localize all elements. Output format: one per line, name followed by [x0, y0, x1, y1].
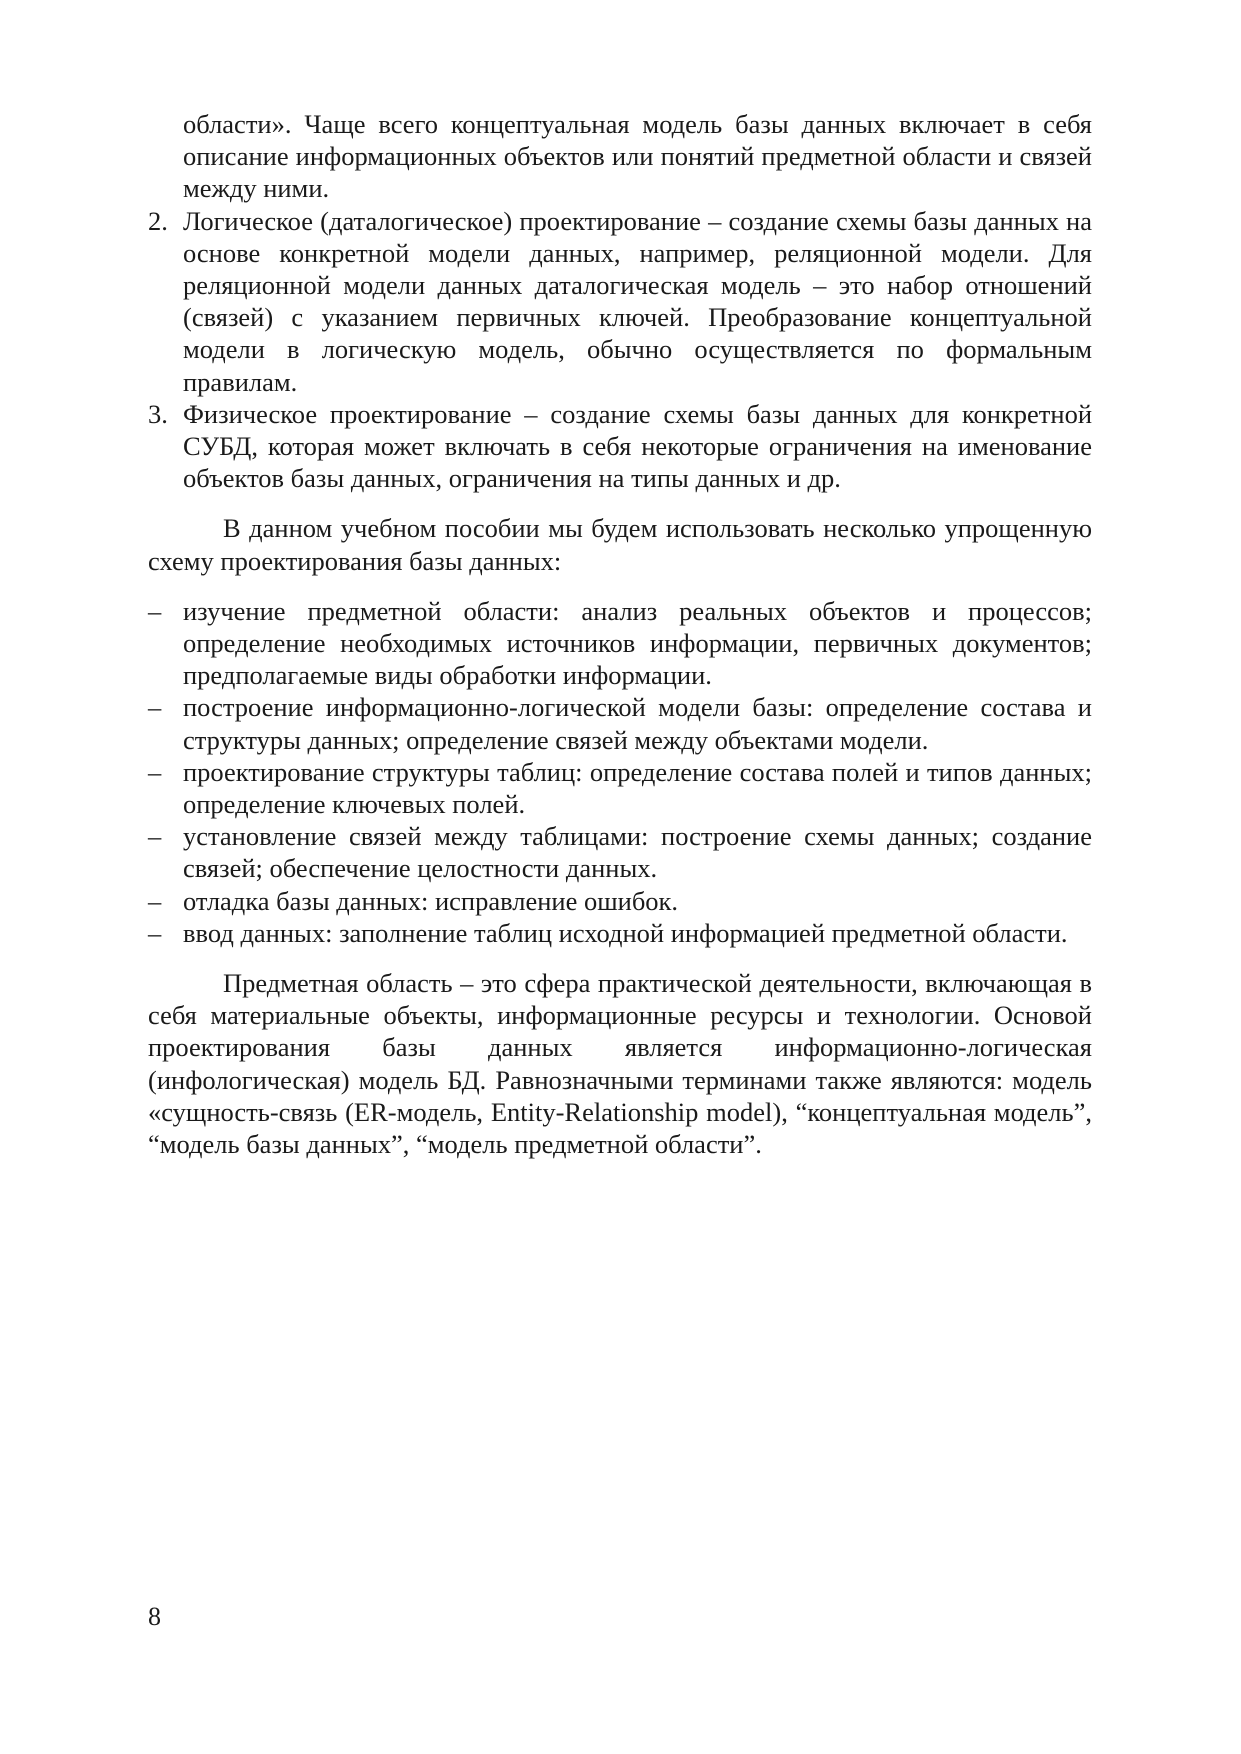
bullet-dash: –	[148, 821, 162, 852]
bullet-item	[148, 885, 1092, 917]
paragraph-domain: Предметная область – это сфера практической деятельности, включающая в себя материальные объекты, информационные ресурсы и технологии. Основой проектирования базы данных является информационно-логическая (инфологическая) модель БД. Равнозначными терминами также являются: модель «сущность-связь (ER-модель, Entity-Relationship model), “концептуальная модель”, “модель базы данных”, “модель предметной области”.	[148, 968, 1092, 1160]
bullet-dash: –	[148, 917, 162, 948]
intro-continuation: области». Чаще всего концептуальная модель базы данных включает в себя описание информационных объектов или понятий предметной области и связей между ними.	[183, 109, 1092, 204]
paragraph-scheme: В данном учебном пособии мы будем использовать несколько упрощенную схему проектирования базы данных:	[148, 513, 1092, 576]
list-number: 3.	[148, 398, 168, 429]
bullet-dash: –	[148, 756, 162, 787]
bullet-item-text: изучение предметной области: анализ реальных объектов и процессов; определение необходимых источников информации, первичных документов; предполагаемые виды обработки информации.	[183, 595, 1092, 691]
bullet-item	[148, 820, 1092, 884]
bullet-item-text: построение информационно-логической модели базы: определение состава и структуры данных; определение связей между объектами модели.	[183, 692, 1092, 755]
page-body	[148, 108, 1092, 1160]
bullet-dash: –	[148, 595, 162, 626]
bullet-list	[148, 595, 1092, 949]
bullet-item	[148, 691, 1092, 755]
bullet-item-text: установление связей между таблицами: построение схемы данных; создание связей; обеспечение целостности данных.	[183, 821, 1092, 884]
numbered-item	[148, 398, 1092, 495]
bullet-item	[148, 595, 1092, 692]
bullet-dash: –	[148, 692, 162, 723]
list-number: 2.	[148, 205, 168, 236]
bullet-dash: –	[148, 885, 162, 916]
bullet-item-text: проектирование структуры таблиц: определение состава полей и типов данных; определение ключевых полей.	[183, 756, 1092, 820]
bullet-item-text: отладка базы данных: исправление ошибок.	[183, 885, 679, 916]
page-number: 8	[148, 1602, 161, 1631]
bullet-item	[148, 756, 1092, 820]
numbered-item	[148, 205, 1092, 398]
list-item-text: Логическое (даталогическое) проектирование – создание схемы базы данных на основе конкретной модели данных, например, реляционной модели. Для реляционной модели данных даталогическая модель – это набор отношений (связей) с указанием первичных ключей. Преобразование концептуальной модели в логическую модель, обычно осуществляется по формальным правилам.	[183, 205, 1092, 397]
numbered-list	[148, 205, 1092, 495]
list-item-text: Физическое проектирование – создание схемы базы данных для конкретной СУБД, которая может включать в себя некоторые ограничения на именование объектов базы данных, ограничения на типы данных и др.	[183, 398, 1092, 494]
bullet-item	[148, 917, 1092, 949]
bullet-item-text: ввод данных: заполнение таблиц исходной информацией предметной области.	[183, 917, 1068, 948]
